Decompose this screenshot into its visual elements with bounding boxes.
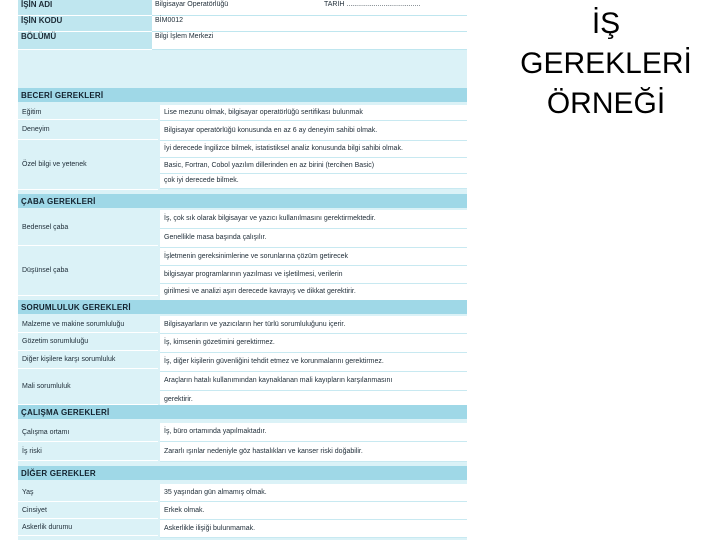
requirement-line: bilgisayar programlarının yazılması ve işletilmesi, verilerin <box>160 266 467 284</box>
header-date: TARİH ...................................... <box>321 0 467 16</box>
header-row-job-code <box>18 16 467 32</box>
requirement-text <box>160 484 467 538</box>
requirement-line: Askerlikle ilişiği bulunmamak. <box>160 520 467 538</box>
requirement-text <box>160 210 467 301</box>
slide-title <box>506 4 706 124</box>
requirement-label: Gözetim sorumluluğu <box>18 333 158 351</box>
header-value: BİM0012 <box>152 16 321 32</box>
header-extra <box>321 32 467 50</box>
requirement-line: Bilgisayar operatörlüğü konusunda en az 6 ay deneyim sahibi olmak. <box>160 121 467 141</box>
requirement-line: İş, kimsenin gözetimini gerektirmez. <box>160 334 467 353</box>
requirement-line: İşletmenin gereksinimlerine ve sorunlarına çözüm getirecek <box>160 248 467 266</box>
requirement-label: Mali sorumluluk <box>18 369 158 405</box>
job-requirements-form <box>18 0 467 540</box>
header-row-department <box>18 32 467 50</box>
title-line: İŞ <box>591 7 621 40</box>
requirement-line: İyi derecede İngilizce bilmek, istatistiksel analiz konusunda bilgi sahibi olmak. <box>160 141 467 158</box>
requirement-line: İş, diğer kişilerin güvenliğini tehdit etmez ve korunmalarını gerektirmez. <box>160 353 467 372</box>
requirement-line: girilmesi ve analizi aşırı derecede kavrayış ve dikkat gerektirir. <box>160 284 467 301</box>
requirement-line: Bilgisayarların ve yazıcıların her türlü sorumluluğunu içerir. <box>160 316 467 334</box>
section-heading-effort: ÇABA GEREKLERİ <box>18 194 467 208</box>
requirement-line: Lise mezunu olmak, bilgisayar operatörlüğü sertifikası bulunmak <box>160 105 467 121</box>
requirement-line: 35 yaşından gün almamış olmak. <box>160 484 467 502</box>
header-label: İŞİN KODU <box>18 16 152 32</box>
requirement-label: Deneyim <box>18 120 158 140</box>
section-heading-working: ÇALIŞMA GEREKLERİ <box>18 405 467 419</box>
section-heading-skill: BECERİ GEREKLERİ <box>18 88 467 102</box>
requirement-label: Malzeme ve makine sorumluluğu <box>18 316 158 333</box>
requirement-text <box>160 316 467 410</box>
requirement-line: gerektirir. <box>160 391 467 410</box>
requirement-label: Bedensel çaba <box>18 210 158 246</box>
requirement-label: Yaş <box>18 484 158 502</box>
requirement-line: Erkek olmak. <box>160 502 467 520</box>
header-label: İŞİN ADI <box>18 0 152 16</box>
requirement-label: Özel bilgi ve yetenek <box>18 140 158 190</box>
requirement-label: Cinsiyet <box>18 502 158 519</box>
requirement-line: Araçların hatalı kullanımından kaynaklanan mali kayıpların karşılanmasını <box>160 372 467 391</box>
requirement-label: Düşünsel çaba <box>18 246 158 296</box>
requirement-line: çok iyi derecede bilmek. <box>160 174 467 189</box>
requirement-label: Çalışma ortamı <box>18 423 158 442</box>
requirement-line: Zararlı ışınlar nedeniyle göz hastalıkları ve kanser riski doğabilir. <box>160 442 467 462</box>
requirement-label: İş riski <box>18 442 158 461</box>
requirement-label: Diğer kişilere karşı sorumluluk <box>18 351 158 369</box>
title-line: ÖRNEĞİ <box>546 87 666 120</box>
requirement-line: İş, büro ortamında yapılmaktadır. <box>160 423 467 442</box>
requirement-text <box>160 423 467 462</box>
title-line: GEREKLERİ <box>520 47 692 80</box>
requirement-line: İş, çok sık olarak bilgisayar ve yazıcı kullanılmasını gerektirmektedir. <box>160 210 467 229</box>
header-value: Bilgi İşlem Merkezi <box>152 32 321 50</box>
header-extra <box>321 16 467 32</box>
header-label: BÖLÜMÜ <box>18 32 152 50</box>
header-value: Bilgisayar Operatörlüğü <box>152 0 321 16</box>
requirement-text <box>160 105 467 189</box>
section-heading-responsibility: SORUMLULUK GEREKLERİ <box>18 300 467 314</box>
section-heading-other: DİĞER GEREKLER <box>18 466 467 480</box>
requirement-label: Eğitim <box>18 105 158 120</box>
requirement-line: Genellikle masa başında çalışılır. <box>160 229 467 248</box>
requirement-label: Askerlik durumu <box>18 519 158 536</box>
header-row-job-name <box>18 0 467 16</box>
requirement-line: Basic, Fortran, Cobol yazılım dillerinden en az birini (tercihen Basic) <box>160 158 467 174</box>
